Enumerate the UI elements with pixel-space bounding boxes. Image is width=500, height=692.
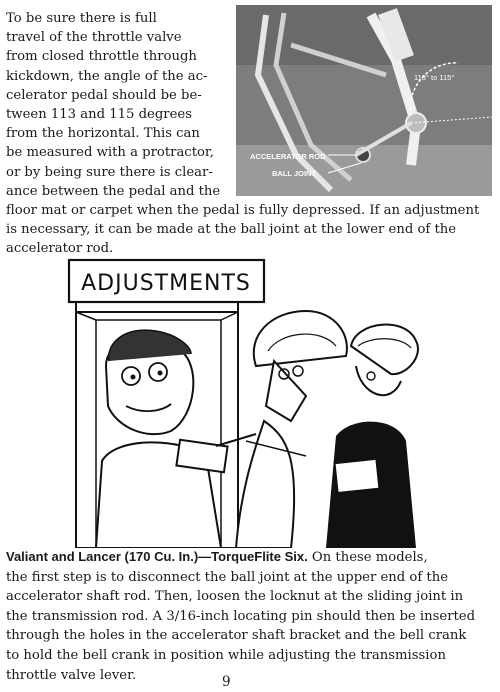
valiant-lancer-paragraph bbox=[6, 547, 492, 685]
text-line: To be sure there is full bbox=[6, 11, 157, 26]
text-line: be measured with a protractor, bbox=[6, 145, 214, 161]
text-line: or by being sure there is clear- bbox=[6, 164, 213, 180]
text-line: to hold the bell crank in position while adjusting the transmission bbox=[6, 647, 446, 663]
text-line: accelerator shaft rod. Then, loosen the locknut at the sliding joint in bbox=[6, 589, 464, 605]
text-line: the transmission rod. A 3/16-inch locating pin should then be inserted bbox=[6, 608, 476, 624]
pedal-linkage-illustration bbox=[236, 5, 492, 196]
accelerator-pedal-photo bbox=[236, 5, 492, 196]
text-line: throttle valve lever. bbox=[6, 667, 137, 683]
text-line: is necessary, it can be made at the ball joint at the lower end of the bbox=[6, 222, 457, 238]
text-line: floor mat or carpet when the pedal is fully depressed. If an adjustment bbox=[6, 203, 480, 218]
text-line: the first step is to disconnect the ball joint at the upper end of the bbox=[6, 569, 448, 585]
angle-label: 113° to 115° bbox=[414, 73, 455, 82]
cartoon-illustration bbox=[6, 256, 494, 548]
text-line: tween 113 and 115 degrees bbox=[6, 107, 192, 123]
text-line: from closed throttle through bbox=[6, 49, 197, 65]
text-line: from the horizontal. This can bbox=[6, 126, 200, 142]
adjustment-paragraph bbox=[6, 201, 492, 259]
text-line: through the holes in the accelerator shaft bracket and the bell crank bbox=[6, 628, 467, 644]
text-line bbox=[6, 547, 492, 568]
text-line: travel of the throttle valve bbox=[6, 30, 182, 46]
section-heading: Valiant and Lancer (170 Cu. In.)—TorqueFlite Six. bbox=[6, 549, 308, 564]
heading-line-rest: On these models, bbox=[307, 550, 428, 565]
intro-paragraph bbox=[6, 9, 224, 201]
text-line: ance between the pedal and the bbox=[6, 183, 221, 199]
ball-joint-label: BALL JOINT bbox=[272, 169, 317, 178]
adjustments-cartoon bbox=[6, 256, 494, 548]
text-line: celerator pedal should be be- bbox=[6, 87, 202, 103]
page-number: 9 bbox=[222, 674, 231, 690]
text-line: accelerator rod. bbox=[6, 241, 114, 257]
accelerator-rod-label: ACCELERATOR ROD bbox=[250, 152, 326, 161]
text-line: kickdown, the angle of the ac- bbox=[6, 68, 208, 84]
adjustments-sign: ADJUSTMENTS bbox=[81, 271, 251, 296]
